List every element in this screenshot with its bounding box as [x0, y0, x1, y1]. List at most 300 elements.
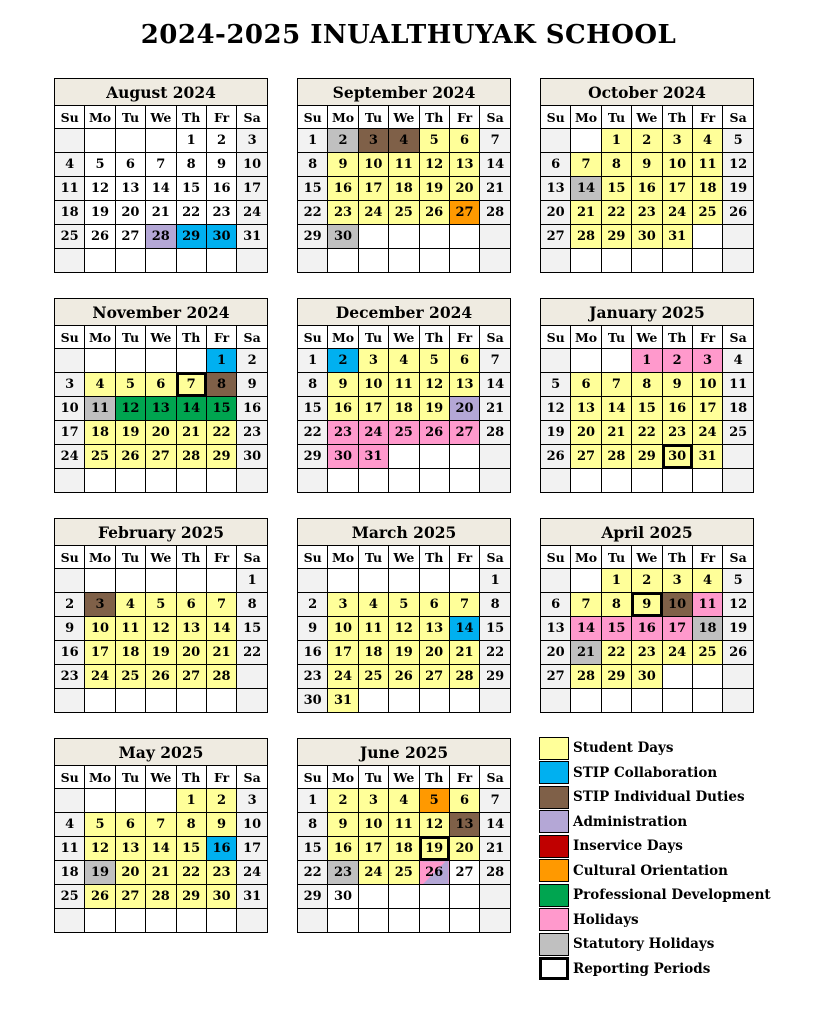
day-cell: 1 [237, 569, 268, 593]
day-cell: 30 [662, 445, 692, 469]
empty-cell [449, 689, 479, 713]
day-cell: 16 [632, 177, 662, 201]
day-cell: 10 [662, 153, 692, 177]
day-cell: 6 [449, 349, 479, 373]
day-cell: 18 [723, 397, 754, 421]
month-title: February 2025 [55, 519, 268, 546]
empty-cell [85, 129, 115, 153]
day-cell: 18 [692, 617, 722, 641]
month-title: January 2025 [541, 299, 754, 326]
day-cell: 9 [206, 153, 236, 177]
day-cell: 8 [480, 593, 511, 617]
empty-cell [55, 469, 85, 493]
day-cell: 12 [419, 813, 449, 837]
weekday-header: We [146, 326, 176, 349]
empty-cell [389, 469, 419, 493]
day-cell: 11 [692, 153, 722, 177]
legend-label: Cultural Orientation [573, 862, 728, 879]
day-cell: 3 [662, 569, 692, 593]
day-cell: 13 [449, 373, 479, 397]
empty-cell [146, 249, 176, 273]
empty-cell [55, 569, 85, 593]
day-cell: 22 [298, 421, 328, 445]
empty-cell [146, 129, 176, 153]
day-cell: 19 [389, 641, 419, 665]
day-cell: 12 [85, 837, 115, 861]
day-cell: 13 [541, 177, 571, 201]
day-cell: 24 [358, 861, 388, 885]
weekday-header: Mo [571, 326, 601, 349]
weekday-header: Su [55, 326, 85, 349]
day-cell: 27 [449, 201, 479, 225]
empty-cell [298, 469, 328, 493]
day-cell: 3 [237, 129, 268, 153]
day-cell: 9 [632, 153, 662, 177]
day-cell: 28 [571, 225, 601, 249]
day-cell: 27 [449, 421, 479, 445]
day-cell: 17 [328, 641, 358, 665]
empty-cell [85, 569, 115, 593]
legend-item-student-days [539, 736, 809, 761]
day-cell: 5 [419, 129, 449, 153]
weekday-header: Fr [449, 546, 479, 569]
empty-cell [146, 909, 176, 933]
day-cell: 20 [419, 641, 449, 665]
empty-cell [115, 909, 145, 933]
weekday-header: Sa [480, 546, 511, 569]
weekday-header: Th [419, 546, 449, 569]
legend-label: STIP Individual Duties [573, 789, 745, 806]
legend [539, 736, 809, 981]
empty-cell [115, 249, 145, 273]
empty-cell [115, 129, 145, 153]
day-cell: 25 [55, 225, 85, 249]
day-cell: 18 [55, 861, 85, 885]
empty-cell [85, 789, 115, 813]
empty-cell [480, 249, 511, 273]
empty-cell [298, 569, 328, 593]
day-cell: 6 [449, 129, 479, 153]
weekday-header: Fr [206, 106, 236, 129]
day-cell: 13 [146, 397, 176, 421]
day-cell: 14 [449, 617, 479, 641]
day-cell: 22 [237, 641, 268, 665]
day-cell: 22 [176, 861, 206, 885]
day-cell: 8 [298, 153, 328, 177]
day-cell: 1 [298, 129, 328, 153]
weekday-header: Tu [115, 326, 145, 349]
weekday-header: Mo [85, 326, 115, 349]
day-cell: 25 [692, 641, 722, 665]
day-cell: 2 [206, 789, 236, 813]
legend-label: Professional Development [573, 887, 771, 904]
day-cell: 12 [389, 617, 419, 641]
month-calendar [297, 738, 511, 933]
legend-item-cultural-orientation [539, 859, 809, 884]
empty-cell [176, 249, 206, 273]
day-cell: 21 [480, 397, 511, 421]
empty-cell [176, 909, 206, 933]
day-cell: 24 [662, 201, 692, 225]
weekday-header: Fr [206, 326, 236, 349]
day-cell: 17 [55, 421, 85, 445]
legend-label: Reporting Periods [573, 960, 711, 977]
day-cell: 29 [632, 445, 662, 469]
empty-cell [85, 469, 115, 493]
day-cell: 28 [480, 861, 511, 885]
legend-item-professional-development [539, 883, 809, 908]
day-cell: 25 [389, 421, 419, 445]
weekday-header: Fr [206, 546, 236, 569]
weekday-header: Sa [237, 546, 268, 569]
day-cell: 27 [146, 445, 176, 469]
empty-cell [85, 249, 115, 273]
legend-item-stip-individual-duties [539, 785, 809, 810]
day-cell: 22 [176, 201, 206, 225]
day-cell: 25 [723, 421, 754, 445]
day-cell: 15 [206, 397, 236, 421]
day-cell: 4 [358, 593, 388, 617]
empty-cell [723, 665, 754, 689]
weekday-header: Mo [328, 766, 358, 789]
empty-cell [85, 909, 115, 933]
day-cell: 11 [389, 813, 419, 837]
day-cell: 7 [449, 593, 479, 617]
day-cell: 16 [328, 397, 358, 421]
month-calendar [54, 518, 268, 713]
day-cell: 12 [146, 617, 176, 641]
month-title: November 2024 [55, 299, 268, 326]
weekday-header: Fr [692, 546, 722, 569]
weekday-header: Th [176, 546, 206, 569]
weekday-header: Tu [601, 326, 631, 349]
empty-cell [237, 665, 268, 689]
day-cell: 11 [85, 397, 115, 421]
empty-cell [298, 909, 328, 933]
day-cell: 31 [692, 445, 722, 469]
day-cell: 15 [298, 177, 328, 201]
day-cell: 23 [298, 665, 328, 689]
day-cell: 30 [328, 445, 358, 469]
day-cell: 3 [358, 129, 388, 153]
day-cell: 9 [206, 813, 236, 837]
day-cell: 30 [298, 689, 328, 713]
day-cell: 8 [601, 153, 631, 177]
day-cell: 8 [601, 593, 631, 617]
day-cell: 16 [328, 837, 358, 861]
weekday-header: Tu [358, 106, 388, 129]
empty-cell [389, 249, 419, 273]
day-cell: 1 [298, 349, 328, 373]
empty-cell [662, 469, 692, 493]
day-cell: 17 [358, 177, 388, 201]
day-cell: 9 [328, 813, 358, 837]
day-cell: 25 [692, 201, 722, 225]
empty-cell [206, 569, 236, 593]
day-cell: 16 [206, 177, 236, 201]
day-cell: 20 [541, 641, 571, 665]
day-cell: 23 [632, 641, 662, 665]
day-cell: 8 [632, 373, 662, 397]
empty-cell [692, 469, 722, 493]
day-cell: 20 [176, 641, 206, 665]
day-cell: 12 [723, 593, 754, 617]
month-title: December 2024 [298, 299, 511, 326]
day-cell: 22 [206, 421, 236, 445]
empty-cell [206, 469, 236, 493]
day-cell: 13 [541, 617, 571, 641]
day-cell: 17 [692, 397, 722, 421]
day-cell: 23 [662, 421, 692, 445]
empty-cell [328, 569, 358, 593]
empty-cell [632, 249, 662, 273]
legend-item-administration [539, 810, 809, 835]
empty-cell [601, 689, 631, 713]
day-cell: 13 [115, 837, 145, 861]
empty-cell [237, 469, 268, 493]
day-cell: 13 [449, 153, 479, 177]
day-cell: 3 [692, 349, 722, 373]
legend-item-reporting-periods [539, 957, 809, 982]
empty-cell [206, 689, 236, 713]
day-cell: 24 [328, 665, 358, 689]
empty-cell [723, 225, 754, 249]
day-cell: 13 [449, 813, 479, 837]
day-cell: 4 [389, 349, 419, 373]
empty-cell [480, 445, 511, 469]
empty-cell [206, 909, 236, 933]
day-cell: 12 [85, 177, 115, 201]
day-cell: 6 [571, 373, 601, 397]
empty-cell [115, 469, 145, 493]
day-cell: 21 [146, 861, 176, 885]
weekday-header: Tu [115, 546, 145, 569]
weekday-header: Su [55, 766, 85, 789]
day-cell: 5 [146, 593, 176, 617]
day-cell: 26 [146, 665, 176, 689]
weekday-header: Mo [571, 546, 601, 569]
day-cell: 18 [692, 177, 722, 201]
empty-cell [632, 469, 662, 493]
day-cell: 27 [176, 665, 206, 689]
weekday-header: Th [176, 326, 206, 349]
day-cell: 28 [480, 201, 511, 225]
day-cell: 7 [571, 593, 601, 617]
day-cell: 14 [480, 373, 511, 397]
day-cell: 30 [328, 885, 358, 909]
day-cell: 2 [328, 129, 358, 153]
empty-cell [449, 225, 479, 249]
weekday-header: Tu [358, 546, 388, 569]
day-cell: 22 [632, 421, 662, 445]
empty-cell [298, 249, 328, 273]
empty-cell [419, 225, 449, 249]
weekday-header: Mo [85, 546, 115, 569]
empty-cell [237, 909, 268, 933]
month-title: March 2025 [298, 519, 511, 546]
day-cell: 28 [146, 885, 176, 909]
empty-cell [601, 349, 631, 373]
empty-cell [571, 469, 601, 493]
day-cell: 12 [541, 397, 571, 421]
month-title: September 2024 [298, 79, 511, 106]
day-cell: 23 [328, 861, 358, 885]
weekday-header: Su [541, 326, 571, 349]
weekday-header: Tu [358, 326, 388, 349]
day-cell: 4 [115, 593, 145, 617]
month-calendar [54, 738, 268, 933]
day-cell: 1 [206, 349, 236, 373]
empty-cell [419, 445, 449, 469]
day-cell: 29 [298, 885, 328, 909]
day-cell: 9 [662, 373, 692, 397]
day-cell: 25 [389, 861, 419, 885]
day-cell: 18 [358, 641, 388, 665]
weekday-header: Tu [358, 766, 388, 789]
day-cell: 1 [601, 569, 631, 593]
day-cell: 14 [601, 397, 631, 421]
day-cell: 19 [85, 201, 115, 225]
day-cell: 10 [662, 593, 692, 617]
legend-swatch [539, 884, 569, 907]
day-cell: 28 [449, 665, 479, 689]
day-cell: 30 [237, 445, 268, 469]
day-cell: 29 [176, 885, 206, 909]
weekday-header: Su [55, 106, 85, 129]
day-cell: 27 [115, 225, 145, 249]
empty-cell [419, 249, 449, 273]
empty-cell [480, 885, 511, 909]
weekday-header: Sa [480, 326, 511, 349]
empty-cell [662, 249, 692, 273]
day-cell: 22 [480, 641, 511, 665]
empty-cell [358, 249, 388, 273]
empty-cell [358, 689, 388, 713]
month-calendar [540, 78, 754, 273]
empty-cell [723, 469, 754, 493]
day-cell: 2 [632, 129, 662, 153]
day-cell: 7 [480, 129, 511, 153]
day-cell: 14 [571, 177, 601, 201]
day-cell: 5 [85, 153, 115, 177]
day-cell: 8 [176, 813, 206, 837]
empty-cell [389, 225, 419, 249]
day-cell: 24 [55, 445, 85, 469]
day-cell: 7 [146, 153, 176, 177]
day-cell: 8 [298, 813, 328, 837]
weekday-header: Su [298, 546, 328, 569]
day-cell: 6 [115, 813, 145, 837]
day-cell: 26 [419, 201, 449, 225]
legend-label: Holidays [573, 911, 639, 928]
day-cell: 28 [146, 225, 176, 249]
legend-label: Inservice Days [573, 838, 683, 855]
day-cell: 9 [237, 373, 268, 397]
legend-swatch [539, 957, 569, 980]
day-cell: 14 [206, 617, 236, 641]
day-cell: 20 [449, 837, 479, 861]
empty-cell [55, 129, 85, 153]
day-cell: 4 [692, 129, 722, 153]
day-cell: 29 [298, 445, 328, 469]
day-cell: 3 [237, 789, 268, 813]
empty-cell [328, 249, 358, 273]
day-cell: 6 [541, 593, 571, 617]
day-cell: 21 [571, 641, 601, 665]
day-cell: 25 [358, 665, 388, 689]
day-cell: 11 [115, 617, 145, 641]
day-cell: 21 [480, 177, 511, 201]
day-cell: 23 [237, 421, 268, 445]
day-cell: 19 [419, 397, 449, 421]
day-cell: 11 [358, 617, 388, 641]
legend-item-statutory-holidays [539, 932, 809, 957]
empty-cell [541, 129, 571, 153]
day-cell: 18 [55, 201, 85, 225]
weekday-header: Fr [692, 326, 722, 349]
day-cell: 25 [115, 665, 145, 689]
weekday-header: We [146, 546, 176, 569]
day-cell: 23 [55, 665, 85, 689]
weekday-header: Sa [237, 766, 268, 789]
day-cell: 30 [328, 225, 358, 249]
day-cell: 21 [571, 201, 601, 225]
empty-cell [662, 665, 692, 689]
day-cell: 1 [176, 789, 206, 813]
weekday-header: Fr [692, 106, 722, 129]
day-cell: 11 [55, 837, 85, 861]
day-cell: 20 [115, 201, 145, 225]
empty-cell [358, 225, 388, 249]
empty-cell [419, 689, 449, 713]
day-cell: 21 [146, 201, 176, 225]
day-cell: 10 [328, 617, 358, 641]
day-cell: 30 [632, 665, 662, 689]
weekday-header: Mo [328, 326, 358, 349]
day-cell: 14 [480, 813, 511, 837]
day-cell: 5 [419, 349, 449, 373]
legend-swatch [539, 786, 569, 809]
day-cell: 20 [146, 421, 176, 445]
weekday-header: Tu [601, 106, 631, 129]
day-cell: 30 [206, 225, 236, 249]
weekday-header: Su [55, 546, 85, 569]
day-cell: 5 [389, 593, 419, 617]
weekday-header: Fr [449, 766, 479, 789]
day-cell: 5 [541, 373, 571, 397]
day-cell: 10 [237, 153, 268, 177]
weekday-header: Mo [85, 106, 115, 129]
day-cell: 23 [206, 861, 236, 885]
day-cell: 2 [632, 569, 662, 593]
day-cell: 6 [419, 593, 449, 617]
day-cell: 6 [176, 593, 206, 617]
month-title: August 2024 [55, 79, 268, 106]
day-cell: 7 [601, 373, 631, 397]
empty-cell [176, 569, 206, 593]
day-cell: 14 [146, 837, 176, 861]
day-cell: 10 [55, 397, 85, 421]
day-cell: 23 [328, 201, 358, 225]
day-cell: 27 [571, 445, 601, 469]
empty-cell [55, 349, 85, 373]
weekday-header: We [146, 106, 176, 129]
weekday-header: Th [419, 106, 449, 129]
day-cell: 24 [692, 421, 722, 445]
day-cell: 20 [541, 201, 571, 225]
day-cell: 4 [85, 373, 115, 397]
day-cell: 13 [176, 617, 206, 641]
